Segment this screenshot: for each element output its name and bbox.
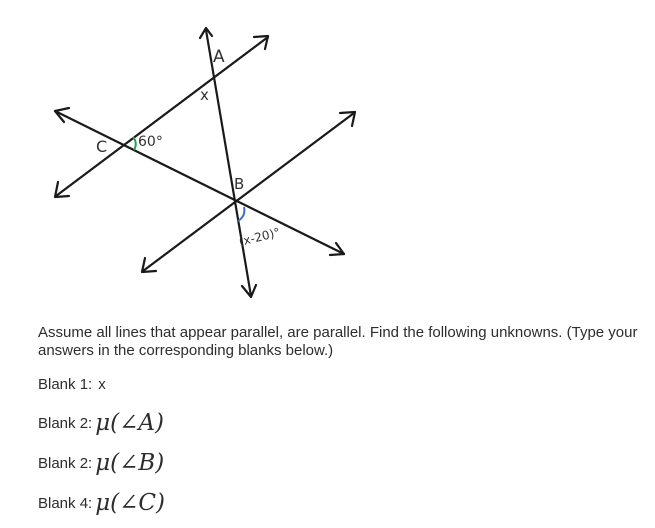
- blank-2-value: μ(∠A): [95, 410, 164, 436]
- blank-1-value: x: [98, 376, 106, 393]
- label-60: 60°: [138, 134, 163, 150]
- blank-1-row: [38, 376, 106, 393]
- label-b: B: [234, 175, 245, 193]
- instructions-text: Assume all lines that appear parallel, are parallel. Find the following unknowns. (Type your answers in the corresponding blanks below.): [38, 324, 638, 359]
- label-angle-expr: (x-20)°: [237, 225, 282, 249]
- label-x: x: [200, 86, 209, 104]
- blank-3-label: Blank 2:: [38, 455, 93, 472]
- blank-4-label: Blank 4:: [38, 495, 93, 512]
- parallel-line-upper: [56, 37, 268, 196]
- blank-3-value: μ(∠B): [95, 450, 165, 476]
- label-c: C: [96, 137, 108, 156]
- blank-3-row: [38, 450, 164, 476]
- transversal-line-ab: [206, 30, 251, 296]
- transversal-line-cb: [55, 111, 344, 254]
- angle-arc-60: [133, 137, 136, 150]
- blank-2-label: Blank 2:: [38, 415, 93, 432]
- blank-4-value: μ(∠C): [95, 490, 165, 516]
- blank-2-row: [38, 410, 164, 436]
- blank-1-label: Blank 1:: [38, 376, 93, 393]
- label-a: A: [213, 47, 225, 67]
- blank-4-row: [38, 490, 165, 516]
- parallel-line-lower: [143, 113, 354, 271]
